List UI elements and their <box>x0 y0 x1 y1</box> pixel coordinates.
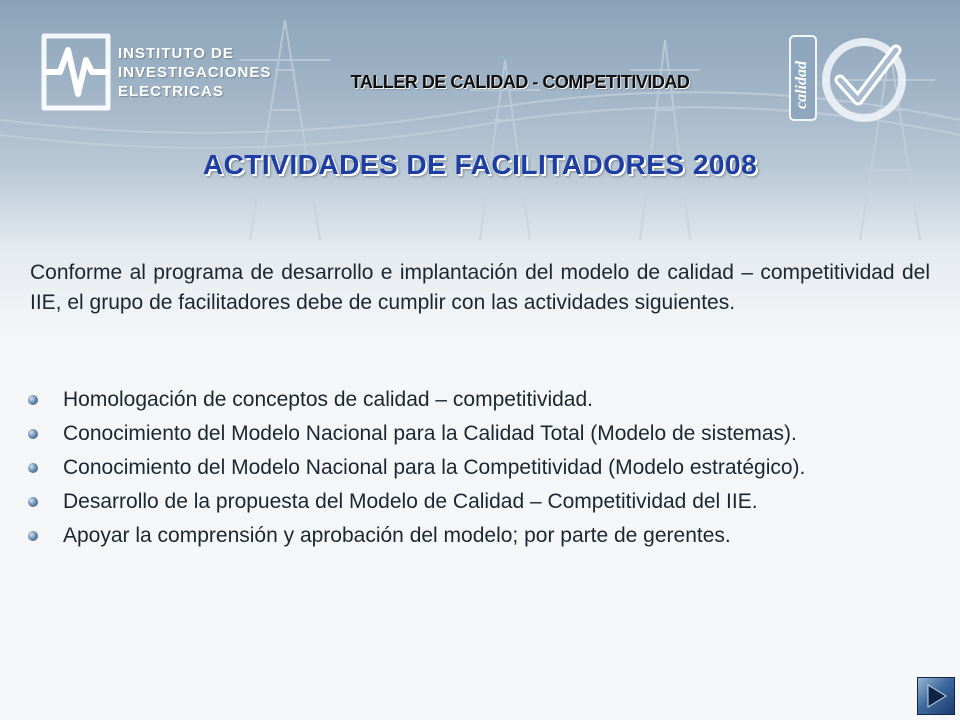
slide-title: ACTIVIDADES DE FACILITADORES 2008 <box>202 149 758 180</box>
bullet-icon <box>28 531 38 541</box>
workshop-subtitle: TALLER DE CALIDAD - COMPETITIVIDAD <box>350 72 690 92</box>
bullet-icon <box>28 429 38 439</box>
logo-line: ELECTRICAS <box>118 82 224 100</box>
iie-logo-icon <box>40 32 112 112</box>
institution-logo <box>40 32 271 112</box>
bullet-icon <box>28 395 38 405</box>
bullet-icon <box>28 463 38 473</box>
list-item-text: Apoyar la comprensión y aprobación del modelo; por parte de gerentes. <box>63 524 731 547</box>
intro-paragraph: Conforme al programa de desarrollo e implantación del modelo de calidad – competitividad del IIE, el grupo de facilitadores debe de cumplir con las actividades siguientes. <box>30 261 930 314</box>
list-item <box>28 453 932 483</box>
next-slide-button[interactable] <box>917 677 955 715</box>
calidad-badge <box>788 28 906 128</box>
bullet-icon <box>28 497 38 507</box>
header-band <box>0 0 960 240</box>
logo-line: INSTITUTO DE <box>118 44 234 62</box>
list-item-text: Desarrollo de la propuesta del Modelo de Calidad – Competitividad del IIE. <box>63 490 758 513</box>
list-item-text: Homologación de conceptos de calidad – competitividad. <box>63 388 593 411</box>
list-item <box>28 419 932 449</box>
logo-line: INVESTIGACIONES <box>118 63 272 81</box>
institution-name <box>118 44 271 101</box>
next-slide-icon <box>918 678 954 714</box>
list-item <box>28 385 932 415</box>
calidad-badge-text: calidad <box>793 61 810 109</box>
list-item-text: Conocimiento del Modelo Nacional para la Competitividad (Modelo estratégico). <box>63 456 806 479</box>
list-item-text: Conocimiento del Modelo Nacional para la Calidad Total (Modelo de sistemas). <box>63 422 797 445</box>
list-item <box>28 487 932 517</box>
activities-list <box>28 385 932 555</box>
list-item <box>28 521 932 551</box>
